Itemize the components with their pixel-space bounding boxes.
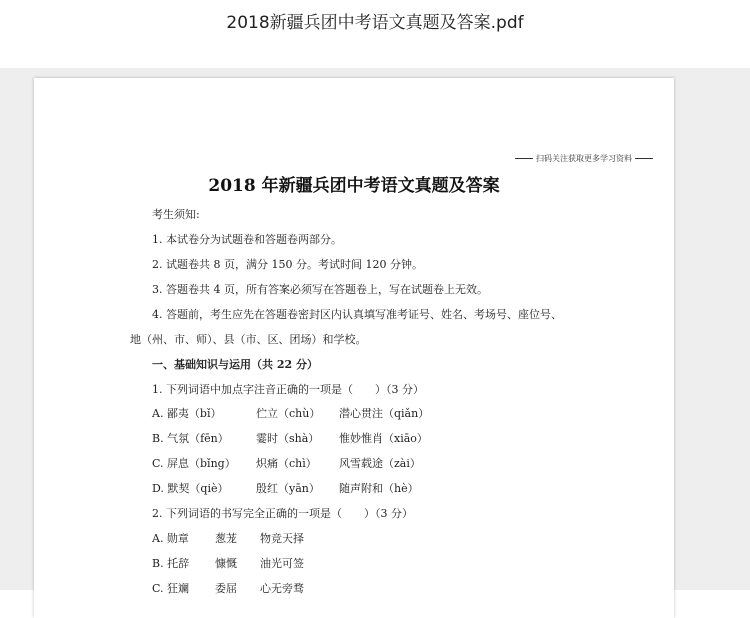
notice-4-cont: 地（州、市、师）、县（市、区、团场）和学校。 bbox=[130, 333, 367, 346]
q1-option-b-word3: 惟妙惟肖（xiāo） bbox=[339, 432, 428, 445]
q1-option-c-word3: 风雪载途（zài） bbox=[339, 457, 421, 470]
question-1-stem: 1. 下列词语中加点字注音正确的一项是（ ）（3 分） bbox=[152, 383, 424, 396]
question-2-stem: 2. 下列词语的书写完全正确的一项是（ ）（3 分） bbox=[152, 507, 413, 520]
q1-option-d-word1: D. 默契（qiè） bbox=[152, 482, 229, 495]
q1-option-c-word1: C. 屏息（bǐng） bbox=[152, 457, 236, 470]
notice-1: 1. 本试卷分为试题卷和答题卷两部分。 bbox=[152, 233, 342, 246]
q2-option-b-word2: 慷慨 bbox=[215, 557, 237, 570]
q1-option-a-word2: 伫立（chù） bbox=[256, 407, 321, 420]
rule-right bbox=[635, 158, 653, 159]
q1-option-a-word3: 潜心贯注（qiǎn） bbox=[339, 407, 430, 420]
notice-4: 4. 答题前，考生应先在答题卷密封区内认真填写准考证号、姓名、考场号、座位号、 bbox=[152, 308, 562, 321]
q1-option-d-word2: 殷红（yān） bbox=[256, 482, 320, 495]
watermark-label bbox=[512, 153, 656, 164]
notice-2: 2. 试题卷共 8 页，满分 150 分。考试时间 120 分钟。 bbox=[152, 258, 423, 271]
q2-option-b-word3: 油光可签 bbox=[260, 557, 304, 570]
exam-title: 2018 年新疆兵团中考语文真题及答案 bbox=[208, 176, 500, 196]
viewer-title-bar bbox=[0, 0, 750, 68]
section-heading: 一、基础知识与运用（共 22 分） bbox=[152, 358, 318, 371]
q1-option-a-word1: A. 鄙夷（bǐ） bbox=[152, 407, 222, 420]
q1-option-c-word2: 炽痛（chì） bbox=[256, 457, 317, 470]
q1-option-b-word2: 霎时（shà） bbox=[256, 432, 320, 445]
watermark-text: 扫码关注获取更多学习资料 bbox=[536, 154, 632, 163]
q2-option-a-word2: 葱茏 bbox=[215, 532, 237, 545]
q2-option-c-word2: 委屈 bbox=[215, 582, 237, 595]
q2-option-a-word3: 物竞天择 bbox=[260, 532, 304, 545]
q2-option-c-word1: C. 狂斓 bbox=[152, 582, 190, 595]
notice-3: 3. 答题卷共 4 页，所有答案必须写在答题卷上，写在试题卷上无效。 bbox=[152, 283, 488, 296]
q2-option-b-word1: B. 托辞 bbox=[152, 557, 190, 570]
q1-option-d-word3: 随声附和（hè） bbox=[339, 482, 419, 495]
q2-option-a-word1: A. 勋章 bbox=[152, 532, 189, 545]
notice-title: 考生须知: bbox=[152, 208, 200, 221]
file-title: 2018新疆兵团中考语文真题及答案.pdf bbox=[226, 13, 524, 33]
document-viewer[interactable] bbox=[0, 68, 750, 595]
pdf-page bbox=[34, 78, 674, 618]
rule-left bbox=[515, 158, 533, 159]
q1-option-b-word1: B. 气氛（fēn） bbox=[152, 432, 229, 445]
q2-option-c-word3: 心无旁骛 bbox=[260, 582, 304, 595]
